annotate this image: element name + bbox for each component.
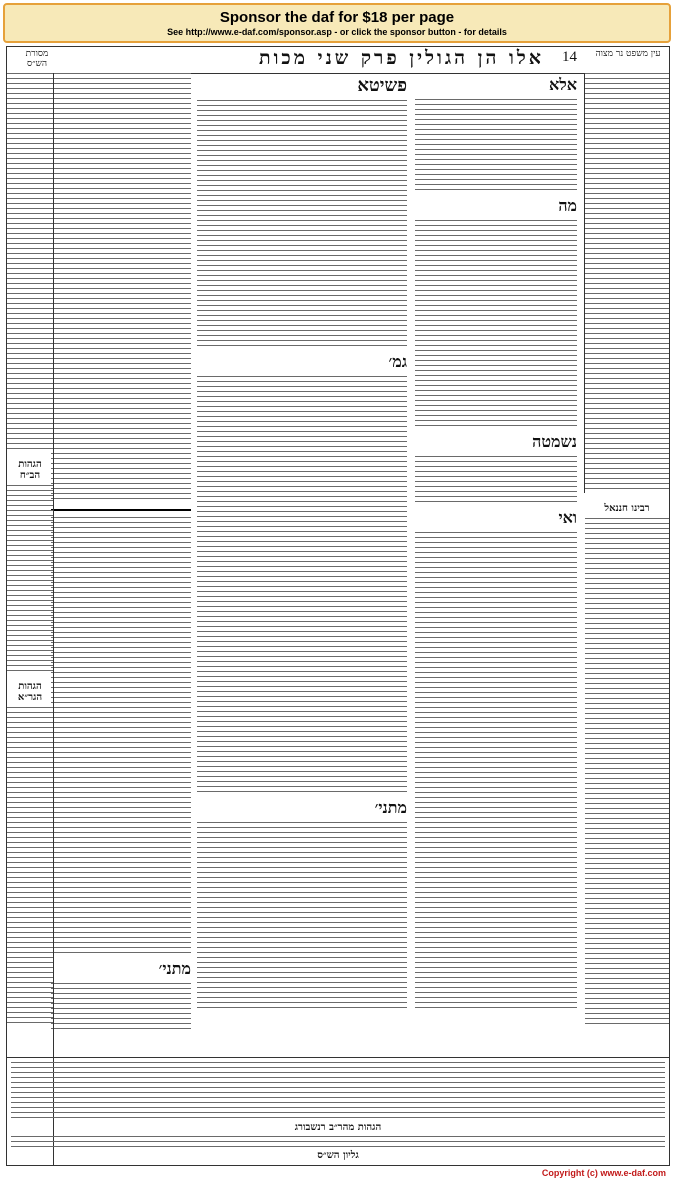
rabbeinu-chananel-label: רבינו חננאל	[604, 503, 650, 514]
tosafot-text-block	[51, 517, 191, 957]
hagahot-footer-label: הגהות מהר״ב רנשבורג	[294, 1122, 382, 1133]
footer-notes-text	[11, 1062, 665, 1118]
mesoret-column	[7, 73, 54, 1165]
hagahot-bach-label: הגהות הב״ח	[18, 459, 42, 481]
gemara-text-block	[197, 376, 407, 796]
rashi-headword: אלא	[548, 75, 577, 94]
rashi-headword-3: נשמטה	[532, 432, 577, 451]
divider	[51, 509, 191, 511]
rashi-headword-4: ואי	[558, 508, 577, 527]
hagahot-gra-label: הגהות הגר״א	[17, 681, 43, 703]
hagahot-footer-text	[11, 1136, 665, 1150]
page-header	[7, 47, 669, 74]
rabbeinu-chananel-text	[585, 518, 669, 1028]
talmud-page	[6, 46, 670, 1166]
ein-mishpat-label: עין משפט נר מצוה	[595, 49, 661, 59]
nilvan-label: גליון הש״ס	[317, 1150, 359, 1161]
sponsor-subtitle: See http://www.e-daf.com/sponsor.asp - or click the sponsor button - for details	[167, 27, 507, 37]
hagahot-bach-text	[7, 485, 53, 675]
gemara-text-block	[197, 822, 407, 1012]
tosafot-column	[51, 73, 191, 1053]
gemara-text-block	[197, 100, 407, 350]
mesoret-text	[7, 73, 53, 453]
footer-notes	[7, 1057, 669, 1166]
rashi-column	[415, 73, 577, 1053]
page-title: אלו הן הגולין פרק שני מכות	[258, 47, 544, 69]
gemara-label: גמ׳	[388, 352, 407, 371]
mishna-label: מתני׳	[374, 798, 407, 817]
rashi-text-block	[415, 220, 577, 430]
gemara-opening-word: פשיטא	[357, 75, 407, 96]
rashi-headword-2: מה	[558, 196, 577, 215]
mesoret-label: מסורת הש״ס	[25, 49, 49, 69]
gemara-column	[197, 73, 407, 1053]
sponsor-title: Sponsor the daf for $18 per page	[219, 9, 455, 26]
rashi-text-block	[415, 532, 577, 1012]
tosafot-text-block	[51, 983, 191, 1033]
tosafot-mishna-label: מתני׳	[158, 959, 191, 978]
page-number: 14	[562, 49, 577, 65]
rashi-text-block	[415, 456, 577, 506]
rashi-text-block	[415, 99, 577, 194]
hagahot-gra-text	[7, 707, 53, 1027]
sponsor-banner[interactable]	[3, 3, 671, 43]
copyright[interactable]: Copyright (c) www.e-daf.com	[541, 1168, 666, 1178]
ein-mishpat-column	[584, 73, 669, 493]
tosafot-text-block	[51, 73, 191, 503]
